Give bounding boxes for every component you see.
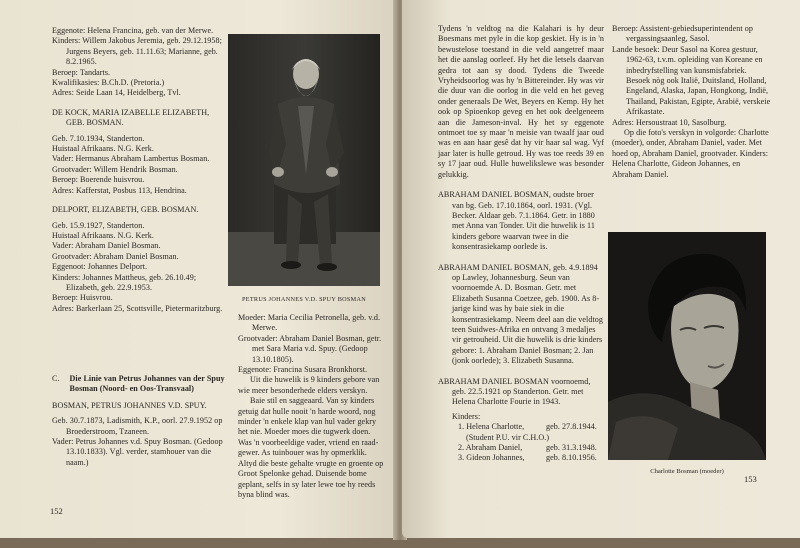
beroep-entry: Beroep: Assistent-gebiedsuperintendent op vergassingsaanleg, Sasol. [612, 24, 753, 44]
abraham-heading-3: ABRAHAM DANIEL BOSMAN [438, 376, 549, 386]
bosman-heading: BOSMAN, PETRUS JOHANNES V.D. SPUY. [52, 400, 207, 410]
right-page [402, 0, 800, 538]
dekock-entry: Beroep: Boerende huisvrou. [52, 175, 145, 185]
portrait-photo-charlotte [608, 232, 766, 460]
kind-date: geb. 31.3.1948. [546, 443, 597, 453]
abraham-heading-1: ABRAHAM DANIEL BOSMAN, [438, 190, 551, 200]
delport-heading: DELPORT, ELIZABETH, GEB. BOSMAN. [52, 205, 199, 215]
delport-entry: Grootvader: Abraham Daniel Bosman. [52, 251, 179, 261]
seated-man-photo [228, 34, 380, 286]
delport-entry: Kinders: Johannes Mattheus, geb. 26.10.49; Elizabeth, geb. 22.9.1953. [52, 272, 197, 292]
narrative-paragraph: Altyd die beste gehalte vrugte en groente op Groot Spelonke gehad. Duisende bome geplant, selfs in sy later lewe toe hy reeds byna blind was. [238, 458, 384, 499]
abraham-text-1: oudste broer van bg. Geb. 17.10.1864, oorl. 1931. (Vgl. Becker. Aldaar geb. 7.1.1864. Getr. in 1880 met Anna van Tonder. Uit die huwelik is 11 kinders gebore waarvan twee in die konsentrasiekamp oorlede is. [452, 190, 595, 252]
bosman-entry: Vader: Petrus Johannes v.d. Spuy Bosman. (Gedoop 13.10.1833). Vgl. verder, stamhouer van die naam.) [52, 437, 223, 467]
kind-name: (Student P.U. vir C.H.O.) [466, 432, 550, 442]
dekock-entry: Adres: Kafferstat, Posbus 113, Hendrina. [52, 185, 187, 195]
entry-kwalifikasies: Kwalifikasies: B.Ch.D. (Pretoria.) [52, 78, 165, 88]
eggenote-entry: Eggenote: Francina Susara Bronkhorst. [238, 365, 368, 375]
section-c [52, 374, 228, 468]
kinders-label: Kinders: [452, 411, 481, 421]
woman-portrait-photo [608, 232, 766, 460]
delport-entry: Beroep: Huisvrou. [52, 293, 113, 303]
kalahari-paragraph: Tydens 'n veldtog na die Kalahari is hy deur Boesmans met pyle in die kop geskiet. Hy is in 'n bewustelose toestand in die veld aangetref maar het die aanslag oorleef. Hy het die letsels daarvan gedra tot aan sy dood. Tydens die Tweede Vryheidsoorlog was hy 'n Bittereinder. Hy was vir die duur van die oorlog in die veld en het geveg onder generaals De Wet, Beyers en Kemp. Hy het ook op Spioenkop geveg en het ook deelgeneem aan die Jameson-inval. Hy het sy eggenote ontmoet toe sy maar 'n meisie van twaalf jaar oud was en aan haar gesê dat hy vir haar sal wag. Vyf jaar later is hulle getroud. Hy was toe reeds 39 en sy 17 jaar oud. Hulle huwelikslewe was besonder gelukkig. [438, 24, 604, 179]
abraham-entry-2 [438, 263, 604, 367]
section-title: Die Linie van Petrus Johannes van der Spuy Bosman (Noord- en Oos-Transvaal) [69, 374, 225, 394]
dekock-entry: Grootvader: Willem Hendrik Bosman. [52, 164, 178, 174]
page-number-right: 153 [744, 474, 757, 484]
bosman-entry: Geb. 30.7.1873, Ladismith, K.P., oorl. 27.9.1952 op Broederstroom, Tzaneen. [52, 416, 223, 436]
abraham-entry-1 [438, 190, 604, 252]
left-column-top [52, 26, 228, 314]
kind-row [458, 433, 604, 443]
narrative-paragraph: Baie stil en saggeaard. Van sy kinders getuig dat hulle nooit 'n harde woord, nog minder 'n enkele klap van hul vader gekry het nie. Moeder moes die tugwerk doen. Was 'n voorbeeldige vader, vriend en raadgewer. As tuinbouer was hy opmerklik. [238, 396, 379, 458]
portrait-photo-petrus [228, 34, 380, 286]
entry-adres: Adres: Seide Laan 14, Heidelberg, Tvl. [52, 88, 181, 98]
photo-caption-petrus: PETRUS JOHANNES V.D. SPUY BOSMAN [242, 296, 366, 303]
kind-name: 2. Abraham Daniel, [458, 443, 523, 453]
delport-entry: Vader: Abraham Daniel Bosman. [52, 241, 161, 251]
dekock-entry: Huistaal Afrikaans. N.G. Kerk. [52, 144, 154, 154]
left-page [0, 0, 398, 538]
dekock-entry: Geb. 7.10.1934, Standerton. [52, 133, 145, 143]
photo-caption-charlotte: Charlotte Bosman (moeder) [650, 468, 724, 475]
kind-row [458, 443, 604, 453]
section-label: C. [52, 374, 60, 383]
kind-name: 1. Helena Charlotte, [458, 422, 525, 432]
photo-note: Op die foto's verskyn in volgorde: Charlotte (moeder), onder, Abraham Daniel, vader. Met hoed op, Abraham Daniel, grootvader. Kinders: Helena Charlotte, Gideon Johannes, en Abraham Daniel. [612, 128, 769, 179]
kinders-list [438, 422, 604, 464]
delport-entry: Geb. 15.9.1927, Standerton. [52, 220, 145, 230]
delport-entry: Huistaal Afrikaans. N.G. Kerk. [52, 230, 154, 240]
narrative-paragraph: Uit die huwelik is 9 kinders gebore van wie meer besonderhede elders verskyn. [238, 375, 380, 395]
right-column-2 [612, 24, 772, 180]
grootvader-entry: Grootvader: Abraham Daniel Bosman, getr. met Sara Maria v.d. Spuy. (Gedoop 13.10.1805). [238, 333, 382, 364]
kind-row [458, 422, 604, 432]
entry-eggenote: Eggenote: Helena Francina, geb. van der Merwe. [52, 26, 214, 35]
right-column-1 [438, 24, 604, 464]
entry-kinders: Kinders: Willem Jakobus Jeremia, geb. 29.12.1958; Jurgens Beyers, geb. 11.11.63; Marianne, geb. 8.2.1965. [52, 36, 222, 67]
entry-beroep: Beroep: Tandarts. [52, 67, 111, 77]
dekock-heading: DE KOCK, MARIA IZABELLE ELIZABETH, GEB. BOSMAN. [52, 107, 210, 128]
page-number-left: 152 [50, 506, 63, 516]
abraham-entry-3 [438, 377, 604, 408]
delport-entry: Eggenoot: Johannes Delport. [52, 262, 148, 272]
kind-row [458, 453, 604, 463]
kind-name: 3. Gideon Johannes, [458, 453, 525, 463]
lande-besoek-entry: Lande besoek: Deur Sasol na Korea gestuur, 1962-63, t.v.m. opleiding van Koreane en inbedryfstelling van kunsmisfabriek. Besoek nòg ook Italië, Duitsland, Holland, Engeland, Alaska, Japan, Hongkong, Indië, Thailand, Pakistan, Egipte, Arabië, verskeie Afrikastate. [612, 44, 771, 117]
abraham-text-2: geb. 4.9.1894 op Lawley, Johannesburg. Seun van voornoemde A. D. Bosman. Getr. met Elizabeth Susanna Coetzee, geb. 1900. As 8-jarige kind was hy baie siek in die konsentrasiekamp. Neem deel aan die veldtog teen Suidwes-Afrika en ontvang 3 medaljes vir getrouheid. Uit die huwelik is drie kinders gebore: 1. Abraham Daniel Bosman; 2. Jan (jonk oorlede); 3. Elizabeth Susanna. [452, 262, 603, 366]
moeder-entry: Moeder: Maria Cecilia Petronella, geb. v.d. Merwe. [238, 313, 381, 333]
abraham-text-3: voornoemd, geb. 22.5.1921 op Standerton. Getr. met Helena Charlotte Fourie in 1943. [452, 376, 591, 407]
delport-entry: Adres: Barkerlaan 25, Scottsville, Pietermaritzburg. [52, 303, 223, 313]
kind-date: geb. 8.10.1956. [546, 453, 597, 463]
kind-date: geb. 27.8.1944. [546, 422, 597, 432]
adres-entry: Adres: Hersoustraat 10, Sasolburg. [612, 117, 727, 127]
dekock-entry: Vader: Hermanus Abraham Lambertus Bosman. [52, 154, 210, 164]
left-column-right [238, 313, 386, 500]
abraham-heading-2: ABRAHAM DANIEL BOSMAN, [438, 262, 551, 272]
